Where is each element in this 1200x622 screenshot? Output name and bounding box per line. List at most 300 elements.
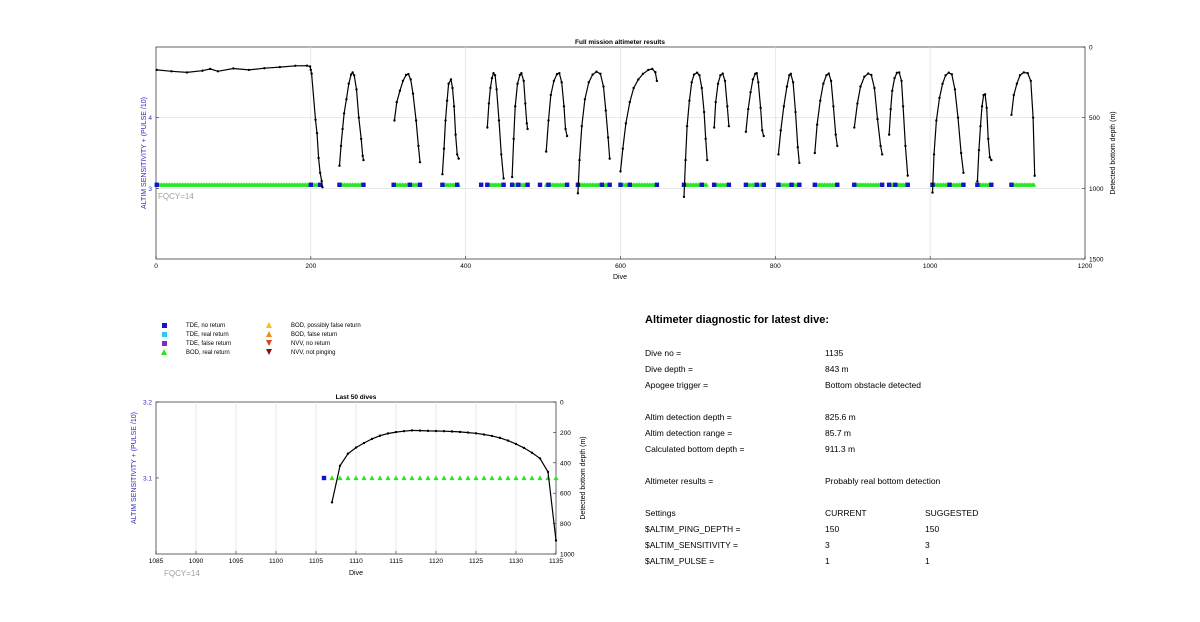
tde-no-return-marker xyxy=(538,183,542,187)
depth-point xyxy=(1019,74,1021,76)
settings-header-label: Settings xyxy=(645,508,676,518)
top-chart-title: Full mission altimeter results xyxy=(575,39,665,46)
setting-row-pulse xyxy=(645,556,1085,568)
depth-point xyxy=(412,92,414,94)
tde-no-return-marker xyxy=(607,183,611,187)
tde-no-return-marker xyxy=(525,183,529,187)
setting-label: $ALTIM_PULSE = xyxy=(645,556,715,566)
depth-point xyxy=(797,146,799,148)
depth-point xyxy=(402,80,404,82)
depth-point xyxy=(856,102,858,104)
depth-point xyxy=(747,108,749,110)
diag-value: Bottom obstacle detected xyxy=(825,380,921,390)
setting-row-sensitivity xyxy=(645,540,1085,552)
depth-point xyxy=(828,72,830,74)
depth-point xyxy=(987,138,989,140)
tde-no-return-marker xyxy=(337,183,341,187)
depth-point xyxy=(555,539,557,541)
depth-point xyxy=(475,432,477,434)
depth-point xyxy=(407,73,409,75)
tde-no-return-marker xyxy=(391,183,395,187)
depth-point xyxy=(339,465,341,467)
depth-point xyxy=(217,70,219,72)
x-tick-label: 1130 xyxy=(509,558,523,565)
x-tick-label: 600 xyxy=(615,263,626,270)
depth-point xyxy=(500,153,502,155)
depth-point xyxy=(443,430,445,432)
depth-point xyxy=(822,83,824,85)
top-left-axis-label: ALTIM SENSITIVITY + (PULSE /10) xyxy=(141,97,148,209)
diag-value: 1135 xyxy=(825,348,844,358)
setting-row-ping-depth xyxy=(645,524,1085,536)
depth-point xyxy=(814,152,816,154)
setting-current: 150 xyxy=(825,524,840,534)
depth-point xyxy=(319,172,321,174)
depth-point xyxy=(881,153,883,155)
depth-point xyxy=(170,70,172,72)
yellow-triangle-icon xyxy=(265,322,274,330)
legend-item-tde-no-return xyxy=(160,322,225,330)
depth-point xyxy=(340,145,342,147)
depth-point xyxy=(483,433,485,435)
depth-point xyxy=(419,429,421,431)
tde-no-return-marker xyxy=(789,183,793,187)
depth-tick-label: 0 xyxy=(1089,44,1093,52)
depth-tick-label: 200 xyxy=(560,429,571,437)
depth-point xyxy=(724,80,726,82)
depth-point xyxy=(427,430,429,432)
tde-no-return-marker xyxy=(700,183,704,187)
red-down-triangle-icon xyxy=(265,340,274,348)
depth-point xyxy=(637,78,639,80)
depth-point xyxy=(524,102,526,104)
tde-no-return-marker xyxy=(322,476,326,480)
top-fqcy-annotation: FQCY=14 xyxy=(158,192,194,201)
depth-point xyxy=(935,119,937,121)
depth-point xyxy=(898,71,900,73)
full-mission-chart xyxy=(141,39,1117,281)
setting-suggested: 150 xyxy=(925,524,940,534)
depth-point xyxy=(1016,83,1018,85)
depth-point xyxy=(453,105,455,107)
depth-point xyxy=(347,452,349,454)
depth-point xyxy=(351,71,353,73)
tde-no-return-marker xyxy=(835,183,839,187)
diag-value: 911.3 m xyxy=(825,444,856,454)
depth-point xyxy=(763,135,765,137)
depth-point xyxy=(683,196,685,198)
depth-point xyxy=(870,74,872,76)
depth-point xyxy=(320,180,322,182)
x-tick-label: 400 xyxy=(460,263,472,270)
tde-no-return-marker xyxy=(975,183,979,187)
tde-no-return-marker xyxy=(501,183,505,187)
depth-point xyxy=(294,65,296,67)
x-tick-label: 1120 xyxy=(429,558,443,565)
depth-point xyxy=(547,471,549,473)
depth-point xyxy=(343,112,345,114)
depth-point xyxy=(279,66,281,68)
depth-point xyxy=(944,74,946,76)
depth-point xyxy=(523,80,525,82)
depth-point xyxy=(362,155,364,157)
legend-label: BOD, possibly false return xyxy=(291,323,361,329)
depth-point xyxy=(454,133,456,135)
tde-no-return-marker xyxy=(887,183,891,187)
depth-point xyxy=(863,75,865,77)
depth-point xyxy=(492,72,494,74)
x-tick-label: 1115 xyxy=(389,558,403,565)
depth-point xyxy=(451,430,453,432)
diag-label: Calculated bottom depth = xyxy=(645,444,745,454)
depth-point xyxy=(816,124,818,126)
depth-point xyxy=(547,119,549,121)
depth-point xyxy=(444,119,446,121)
depth-point xyxy=(459,431,461,433)
x-tick-label: 1135 xyxy=(549,558,563,565)
depth-point xyxy=(393,119,395,121)
tde-no-return-marker xyxy=(546,183,550,187)
x-tick-label: 800 xyxy=(769,263,781,270)
tde-no-return-marker xyxy=(947,183,951,187)
depth-point xyxy=(564,128,566,130)
depth-point xyxy=(457,157,459,159)
tde-no-return-marker xyxy=(600,183,604,187)
depth-point xyxy=(933,153,935,155)
depth-point xyxy=(726,105,728,107)
depth-point xyxy=(954,88,956,90)
depth-point xyxy=(232,67,234,69)
x-tick-label: 0 xyxy=(154,263,158,270)
tde-no-return-marker xyxy=(655,183,659,187)
setting-label: $ALTIM_SENSITIVITY = xyxy=(645,540,738,550)
depth-point xyxy=(757,81,759,83)
depth-point xyxy=(979,125,981,127)
depth-point xyxy=(830,80,832,82)
depth-point xyxy=(387,432,389,434)
tde-no-return-marker xyxy=(797,183,801,187)
depth-point xyxy=(310,69,312,71)
depth-point xyxy=(888,133,890,135)
tde-no-return-marker xyxy=(880,183,884,187)
settings-header-row xyxy=(645,508,1085,520)
bottom-x-axis-label: Dive xyxy=(348,570,364,577)
depth-point xyxy=(938,97,940,99)
depth-point xyxy=(545,150,547,152)
depth-point xyxy=(405,74,407,76)
setting-label: $ALTIM_PING_DEPTH = xyxy=(645,524,741,534)
y-tick-label: 3 xyxy=(148,185,152,193)
x-tick-label: 1125 xyxy=(469,558,483,565)
tde-no-return-marker xyxy=(479,183,483,187)
tde-no-return-marker xyxy=(418,183,422,187)
y-tick-label: 3.2 xyxy=(142,399,152,407)
depth-point xyxy=(1010,114,1012,116)
depth-point xyxy=(931,191,933,193)
depth-point xyxy=(314,119,316,121)
depth-point xyxy=(783,105,785,107)
depth-point xyxy=(526,128,528,130)
depth-point xyxy=(491,77,493,79)
depth-point xyxy=(395,431,397,433)
depth-point xyxy=(450,78,452,80)
legend-item-tde-real-return xyxy=(160,331,229,339)
depth-point xyxy=(876,118,878,120)
legend-item-tde-false-return xyxy=(160,340,231,348)
diag-row-apogee-trigger xyxy=(645,380,1085,392)
depth-point xyxy=(777,153,779,155)
altimeter-diagnostic-panel xyxy=(645,310,1085,580)
depth-point xyxy=(441,173,443,175)
depth-point xyxy=(511,176,513,178)
depth-point xyxy=(719,74,721,76)
depth-point xyxy=(686,125,688,127)
depth-point xyxy=(1027,72,1029,74)
depth-point xyxy=(642,73,644,75)
depth-point xyxy=(602,85,604,87)
tde-no-return-marker xyxy=(961,183,965,187)
depth-point xyxy=(531,452,533,454)
depth-point xyxy=(989,156,991,158)
x-tick-label: 1200 xyxy=(1077,263,1093,270)
tde-no-return-marker xyxy=(455,183,459,187)
settings-header-suggested: SUGGESTED xyxy=(925,508,979,518)
depth-point xyxy=(941,83,943,85)
tde-no-return-marker xyxy=(510,183,514,187)
depth-point xyxy=(415,119,417,121)
tde-no-return-marker xyxy=(893,183,897,187)
diag-row-detection-range xyxy=(645,428,1085,440)
depth-point xyxy=(891,90,893,92)
depth-point xyxy=(893,77,895,79)
depth-point xyxy=(873,87,875,89)
depth-tick-label: 0 xyxy=(560,399,564,407)
depth-point xyxy=(756,72,758,74)
depth-point xyxy=(443,148,445,150)
bottom-chart-title: Last 50 dives xyxy=(335,394,377,401)
depth-point xyxy=(1033,175,1035,177)
depth-point xyxy=(684,159,686,161)
depth-point xyxy=(556,73,558,75)
diag-value: 825.6 m xyxy=(825,412,856,422)
depth-point xyxy=(514,105,516,107)
depth-point xyxy=(794,111,796,113)
y-tick-label: 4 xyxy=(148,115,152,123)
x-tick-label: 1085 xyxy=(148,558,164,565)
depth-point xyxy=(578,159,580,161)
depth-point xyxy=(693,73,695,75)
depth-point xyxy=(355,446,357,448)
depth-point xyxy=(309,65,311,67)
depth-point xyxy=(371,438,373,440)
depth-tick-label: 1500 xyxy=(1089,256,1104,264)
depth-point xyxy=(338,165,340,167)
depth-point xyxy=(350,73,352,75)
legend-item-nvv-not-pinging xyxy=(265,349,335,357)
diag-label: Dive depth = xyxy=(645,364,693,374)
depth-point xyxy=(353,74,355,76)
depth-point xyxy=(403,430,405,432)
top-x-axis-label: Dive xyxy=(612,274,628,281)
depth-point xyxy=(379,435,381,437)
depth-point xyxy=(1032,116,1034,118)
depth-point xyxy=(526,122,528,124)
depth-point xyxy=(519,74,521,76)
depth-point xyxy=(553,80,555,82)
depth-point xyxy=(591,73,593,75)
depth-point xyxy=(752,78,754,80)
depth-point xyxy=(348,83,350,85)
depth-point xyxy=(360,138,362,140)
depth-point xyxy=(625,122,627,124)
depth-point xyxy=(363,442,365,444)
depth-point xyxy=(713,126,715,128)
bottom-right-axis-label: Detected bottom depth (m) xyxy=(580,436,587,520)
depth-point xyxy=(499,437,501,439)
blue-square-icon xyxy=(160,322,169,330)
depth-point xyxy=(491,435,493,437)
depth-point xyxy=(990,159,992,161)
darkred-down-triangle-icon xyxy=(265,349,274,357)
tde-no-return-marker xyxy=(989,183,993,187)
setting-suggested: 1 xyxy=(925,556,930,566)
depth-point xyxy=(745,131,747,133)
depth-point xyxy=(622,148,624,150)
depth-point xyxy=(456,153,458,155)
diag-row-dive-depth xyxy=(645,364,1085,376)
depth-point xyxy=(584,98,586,100)
legend-label: TDE, real return xyxy=(186,332,229,338)
tde-no-return-marker xyxy=(852,183,856,187)
depth-point xyxy=(728,125,730,127)
depth-point xyxy=(588,81,590,83)
tde-no-return-marker xyxy=(361,183,365,187)
x-tick-label: 1110 xyxy=(349,558,363,565)
tde-no-return-marker xyxy=(712,183,716,187)
tde-no-return-marker xyxy=(906,183,910,187)
depth-tick-label: 800 xyxy=(560,521,571,529)
depth-point xyxy=(263,67,265,69)
depth-point xyxy=(951,73,953,75)
top-right-axis-label: Detected bottom depth (m) xyxy=(1110,111,1117,195)
green-triangle-icon xyxy=(160,349,169,357)
tde-no-return-marker xyxy=(744,183,748,187)
tde-no-return-marker xyxy=(776,183,780,187)
depth-point xyxy=(696,72,698,74)
depth-point xyxy=(411,429,413,431)
depth-tick-label: 500 xyxy=(1089,115,1100,123)
depth-point xyxy=(515,443,517,445)
depth-point xyxy=(607,136,609,138)
depth-point xyxy=(749,91,751,93)
orange-triangle-icon xyxy=(265,331,274,339)
depth-point xyxy=(962,172,964,174)
legend-label: BOD, real return xyxy=(186,350,230,356)
depth-point xyxy=(904,145,906,147)
depth-point xyxy=(759,107,761,109)
depth-point xyxy=(948,72,950,74)
depth-point xyxy=(688,100,690,102)
depth-point xyxy=(629,101,631,103)
depth-point xyxy=(355,88,357,90)
tde-no-return-marker xyxy=(565,183,569,187)
depth-point xyxy=(1023,71,1025,73)
depth-point xyxy=(721,72,723,74)
depth-point xyxy=(419,161,421,163)
depth-point xyxy=(399,90,401,92)
tde-no-return-marker xyxy=(727,183,731,187)
settings-header-current: CURRENT xyxy=(825,508,867,518)
setting-suggested: 3 xyxy=(925,540,930,550)
depth-point xyxy=(566,135,568,137)
depth-point xyxy=(310,72,312,74)
tde-no-return-marker xyxy=(485,183,489,187)
depth-point xyxy=(435,430,437,432)
depth-point xyxy=(976,180,978,182)
diag-row-altimeter-results xyxy=(645,476,1085,488)
legend-item-bod-real-return xyxy=(160,349,230,357)
diag-value: Probably real bottom detection xyxy=(825,476,941,486)
diag-row-bottom-depth xyxy=(645,444,1085,456)
depth-point xyxy=(495,88,497,90)
depth-point xyxy=(512,138,514,140)
depth-point xyxy=(550,94,552,96)
depth-point xyxy=(698,74,700,76)
depth-point xyxy=(248,69,250,71)
depth-point xyxy=(599,73,601,75)
legend-item-bod-false-return xyxy=(265,331,337,339)
depth-point xyxy=(790,73,792,75)
depth-tick-label: 400 xyxy=(560,460,571,468)
depth-point xyxy=(984,93,986,95)
depth-point xyxy=(717,83,719,85)
depth-point xyxy=(978,149,980,151)
depth-point xyxy=(900,80,902,82)
depth-point xyxy=(396,101,398,103)
depth-point xyxy=(836,145,838,147)
tde-no-return-marker xyxy=(516,183,520,187)
depth-point xyxy=(715,101,717,103)
diag-label: Altimeter results = xyxy=(645,476,714,486)
diag-row-detection-depth xyxy=(645,412,1085,424)
depth-point xyxy=(156,69,158,71)
tde-no-return-marker xyxy=(618,183,622,187)
depth-point xyxy=(447,83,449,85)
x-tick-label: 1105 xyxy=(309,558,323,565)
setting-current: 3 xyxy=(825,540,830,550)
depth-point xyxy=(859,85,861,87)
depth-point xyxy=(520,72,522,74)
depth-point xyxy=(825,74,827,76)
depth-point xyxy=(560,81,562,83)
depth-point xyxy=(563,105,565,107)
depth-point xyxy=(467,431,469,433)
tde-no-return-marker xyxy=(440,183,444,187)
x-tick-label: 1090 xyxy=(188,558,204,565)
cyan-square-icon xyxy=(160,331,169,339)
depth-point xyxy=(186,71,188,73)
depth-point xyxy=(502,177,504,179)
x-tick-label: 1095 xyxy=(228,558,244,565)
depth-point xyxy=(446,100,448,102)
depth-point xyxy=(410,78,412,80)
depth-tick-label: 600 xyxy=(560,490,571,498)
depth-point xyxy=(889,108,891,110)
depth-point xyxy=(321,186,323,188)
depth-point xyxy=(489,87,491,89)
depth-point xyxy=(577,192,579,194)
bottom-fqcy-annotation: FQCY=14 xyxy=(164,569,200,578)
